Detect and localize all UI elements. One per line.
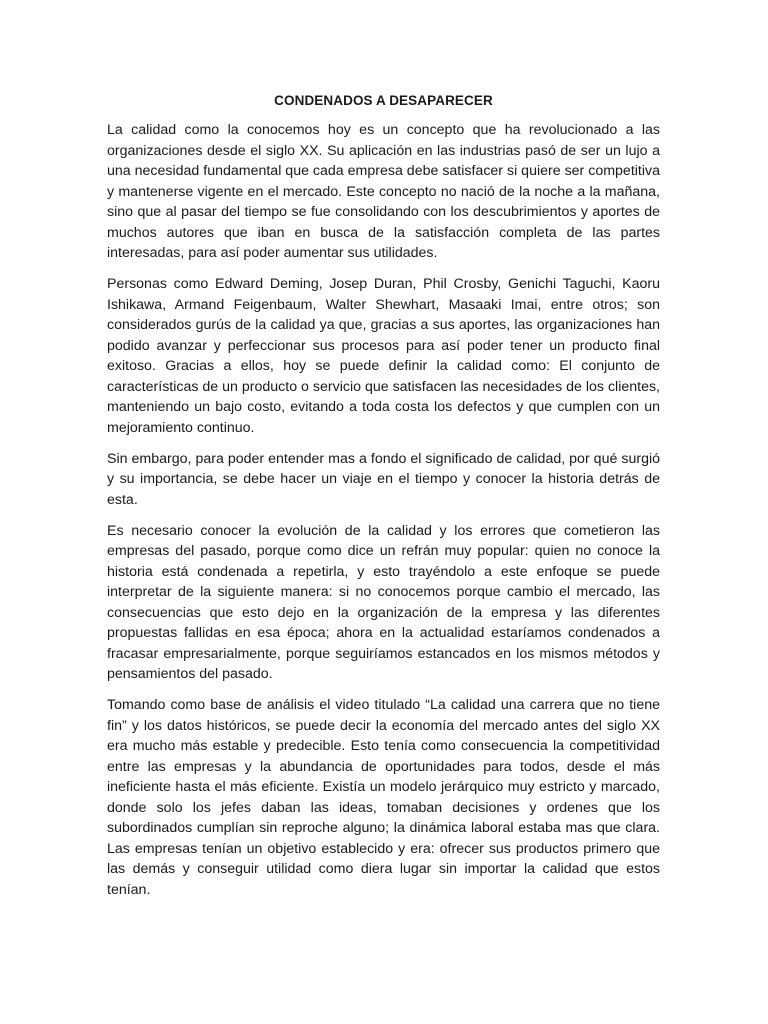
document-body bbox=[107, 91, 660, 911]
paragraph-2: Personas como Edward Deming, Josep Duran, Phil Crosby, Genichi Taguchi, Kaoru Ishikawa, Armand Feigenbaum, Walter Shewhart, Masaaki Imai, entre otros; son considerados gurús de la calidad ya que, gracias a sus aportes, las organizaciones han podido avanzar y perfeccionar sus procesos para así poder tener un producto final exitoso. Gracias a ellos, hoy se puede definir la calidad como: El conjunto de características de un producto o servicio que satisfacen las necesidades de los clientes, manteniendo un bajo costo, evitando a toda costa los defectos y que cumplen con un mejoramiento continuo. bbox=[107, 276, 660, 436]
paragraph-3: Sin embargo, para poder entender mas a fondo el significado de calidad, por qué surgió y su importancia, se debe hacer un viaje en el tiempo y conocer la historia detrás de esta. bbox=[107, 450, 660, 508]
paragraph-5: Tomando como base de análisis el video titulado “La calidad una carrera que no tiene fin” y los datos históricos, se puede decir la economía del mercado antes del siglo XX era mucho más estable y predecible. Esto tenía como consecuencia la competitividad entre las empresas y la abundancia de oportunidades para todos, desde el más ineficiente hasta el más eficiente. Existía un modelo jerárquico muy estricto y marcado, donde solo los jefes daban las ideas, tomaban decisiones y ordenes que los subordinados cumplían sin reproche alguno; la dinámica laboral estaba mas que clara. Las empresas tenían un objetivo establecido y era: ofrecer sus productos primero que las demás y conseguir utilidad como diera lugar sin importar la calidad que estos tenían. bbox=[107, 697, 660, 898]
paragraph-4: Es necesario conocer la evolución de la calidad y los errores que cometieron las empresas del pasado, porque como dice un refrán muy popular: quien no conoce la historia está condenada a repetirla, y esto trayéndolo a este enfoque se puede interpretar de la siguiente manera: si no conocemos porque cambio el mercado, las consecuencias que esto dejo en la organización de la empresa y las diferentes propuestas fallidas en esa época; ahora en la actualidad estaríamos condenados a fracasar empresarialmente, porque seguiríamos estancados en los mismos métodos y pensamientos del pasado. bbox=[107, 522, 660, 682]
document-title: CONDENADOS A DESAPARECER bbox=[274, 93, 493, 108]
paragraph-1: La calidad como la conocemos hoy es un concepto que ha revolucionado a las organizaciones desde el siglo XX. Su aplicación en las industrias pasó de ser un lujo a una necesidad fundamental que cada empresa debe satisfacer si quiere ser competitiva y mantenerse vigente en el mercado. Este concepto no nació de la noche a la mañana, sino que al pasar del tiempo se fue consolidando con los descubrimientos y aportes de muchos autores que iban en busca de la satisfacción completa de las partes interesadas, para así poder aumentar sus utilidades. bbox=[107, 122, 660, 261]
